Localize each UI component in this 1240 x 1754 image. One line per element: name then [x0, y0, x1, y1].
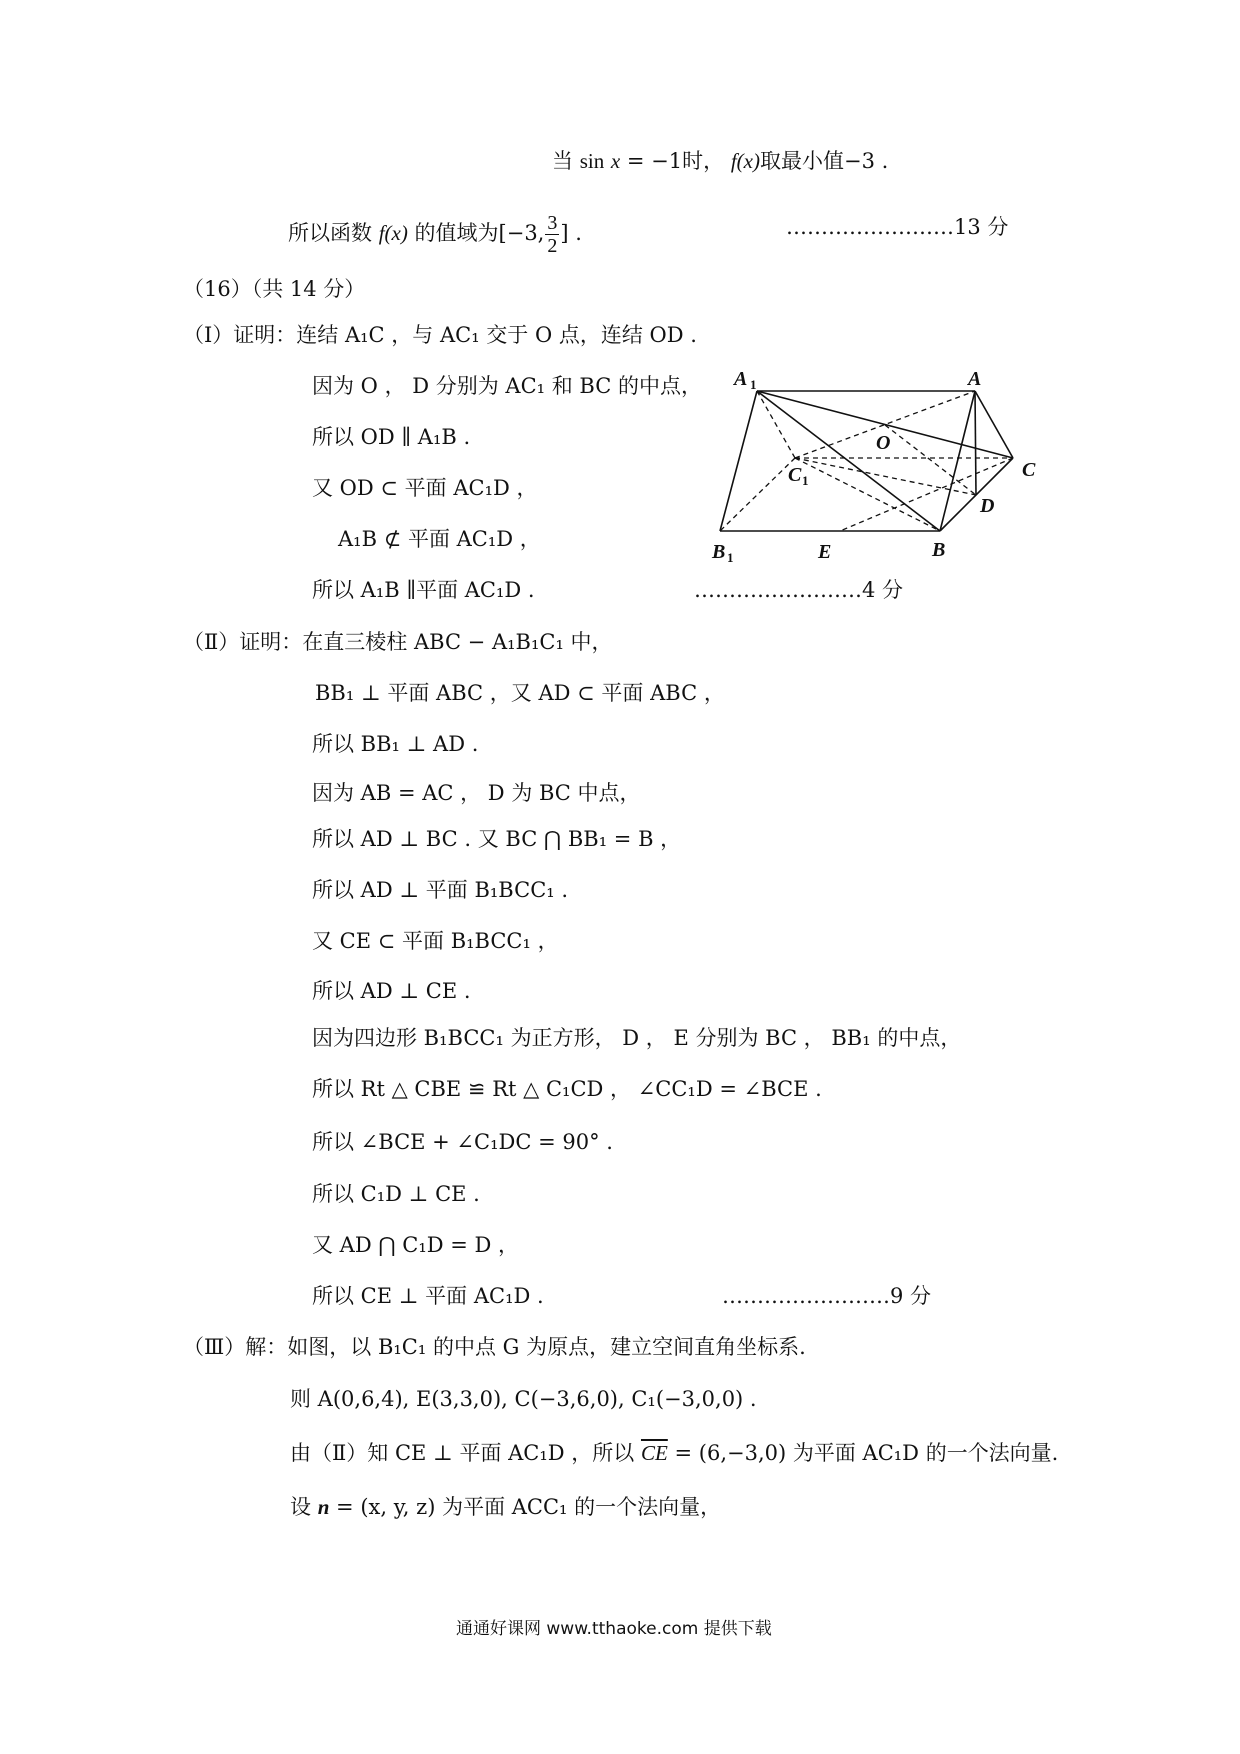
text: 所以函数	[288, 221, 372, 245]
prism-figure	[700, 355, 1060, 575]
part-1-line-2: 因为 O ， D 分别为 AC₁ 和 BC 的中点，	[312, 374, 702, 398]
vector-n: n	[317, 1495, 330, 1519]
text: 取最小值−3 .	[759, 149, 889, 173]
label-B: B	[932, 539, 946, 561]
part-2-line-1	[183, 628, 613, 656]
part-label: （Ⅱ）证明：	[183, 630, 303, 654]
part-2-line-3: 所以 BB₁ ⊥ AD .	[312, 732, 479, 756]
text: = −1时，	[620, 149, 725, 173]
part-3-line-1	[183, 1333, 806, 1361]
part-1-line-3: 所以 OD ∥ A₁B .	[312, 425, 471, 449]
label-D: D	[980, 495, 995, 517]
text: (x)	[384, 221, 408, 245]
label-B1-sub: 1	[727, 550, 734, 565]
text: = (6,−3,0) 为平面 AC₁D 的一个法向量.	[667, 1441, 1059, 1465]
part-2-line-7: 又 CE ⊂ 平面 B₁BCC₁ ，	[312, 929, 559, 953]
part-2-line-11: 所以 ∠BCE + ∠C₁DC = 90° .	[312, 1130, 613, 1154]
label-A: A	[968, 368, 982, 390]
part-3-line-2: 则 A(0,6,4), E(3,3,0), C(−3,6,0), C₁(−3,0,0) .	[290, 1387, 757, 1411]
part-2-line-8: 所以 AD ⊥ CE .	[312, 979, 471, 1003]
part-label: （Ⅰ）证明：	[183, 323, 297, 347]
part-1-line-1	[183, 321, 697, 349]
line-range	[288, 212, 582, 257]
score-9: ……………………9 分	[722, 1284, 932, 1308]
part-2-line-4: 因为 AB = AC ， D 为 BC 中点，	[312, 781, 641, 805]
score-4: ……………………4 分	[694, 578, 904, 602]
label-E: E	[818, 541, 832, 563]
label-C1-sub: 1	[802, 473, 809, 488]
part-3-line-4	[290, 1493, 721, 1521]
part-2-line-10: 所以 Rt △ CBE ≌ Rt △ C₁CD ， ∠CC₁D = ∠BCE .	[312, 1077, 822, 1101]
part-2-line-5: 所以 AD ⊥ BC . 又 BC ⋂ BB₁ = B ，	[312, 827, 682, 851]
vector-ce: $\overline{CE}$	[640, 1441, 668, 1465]
label-O: O	[876, 432, 891, 454]
part-2-line-9: 因为四边形 B₁BCC₁ 为正方形， D ， E 分别为 BC ， BB₁ 的中点，	[312, 1026, 962, 1050]
line-min-value	[552, 147, 888, 175]
part-1-line-4: 又 OD ⊂ 平面 AC₁D ，	[312, 476, 538, 500]
fraction	[545, 212, 559, 257]
text: 当	[552, 149, 573, 173]
part-2-line-6: 所以 AD ⊥ 平面 B₁BCC₁ .	[312, 878, 569, 902]
part-2-line-13: 又 AD ⋂ C₁D = D ，	[312, 1233, 520, 1257]
text: f	[730, 149, 737, 173]
text: 设	[290, 1495, 318, 1519]
text: 连结 A₁C ，与 AC₁ 交于 O 点，连结 OD .	[296, 323, 697, 347]
part-1-line-5: A₁B ⊄ 平面 AC₁D ，	[338, 527, 541, 551]
text: x	[610, 149, 621, 173]
label-C: C	[1022, 459, 1036, 481]
text: = (x, y, z) 为平面 ACC₁ 的一个法向量，	[329, 1495, 722, 1519]
label-C1: C	[788, 464, 802, 486]
text: 如图，以 B₁C₁ 的中点 G 为原点，建立空间直角坐标系.	[287, 1335, 806, 1359]
part-2-line-14: 所以 CE ⊥ 平面 AC₁D .	[312, 1284, 544, 1308]
text: sin	[579, 149, 605, 173]
denominator: 2	[547, 235, 558, 257]
text: 的值域为[−3,	[414, 221, 545, 245]
part-label: （Ⅲ）解：	[183, 1335, 288, 1359]
part-3-line-3	[290, 1439, 1058, 1467]
question-16-heading: （16）（共 14 分）	[183, 277, 366, 301]
part-1-line-6: 所以 A₁B ∥平面 AC₁D .	[312, 578, 535, 602]
text: (x)	[736, 149, 760, 173]
label-A1: A	[734, 368, 748, 390]
footer: 通通好课网 www.tthaoke.com 提供下载	[456, 1619, 772, 1639]
label-B1: B	[712, 541, 726, 563]
text: 在直三棱柱 ABC − A₁B₁C₁ 中，	[302, 630, 613, 654]
part-2-line-2: BB₁ ⊥ 平面 ABC ，又 AD ⊂ 平面 ABC ，	[315, 681, 725, 705]
text: f	[378, 221, 385, 245]
text: ] .	[560, 221, 582, 245]
label-A1-sub: 1	[750, 377, 757, 392]
score-13: ……………………13 分	[786, 215, 1009, 239]
numerator: 3	[547, 212, 558, 234]
part-2-line-12: 所以 C₁D ⊥ CE .	[312, 1182, 480, 1206]
text: 由（Ⅱ）知 CE ⊥ 平面 AC₁D ，所以	[290, 1441, 641, 1465]
